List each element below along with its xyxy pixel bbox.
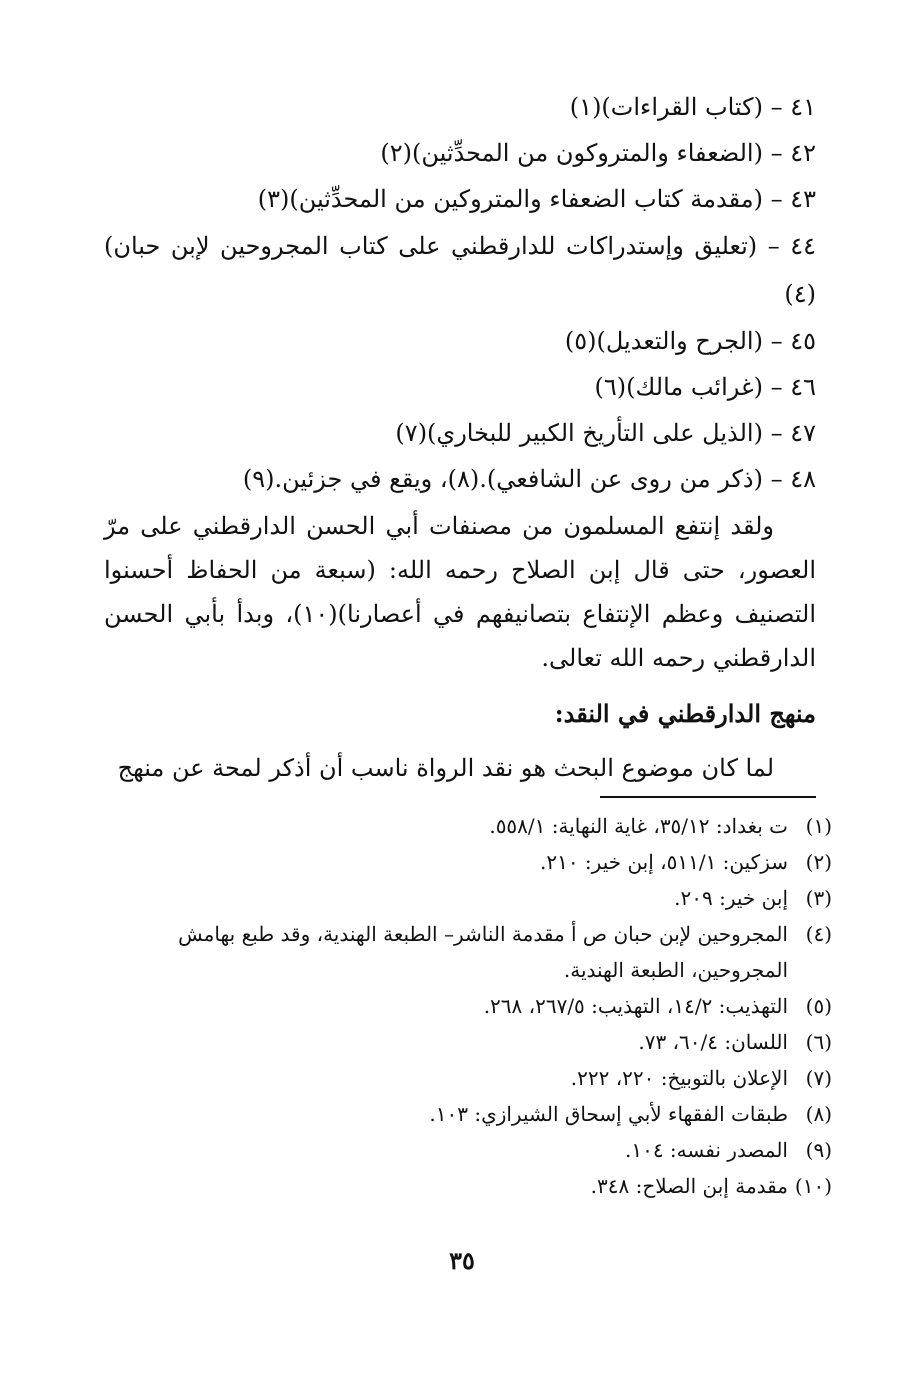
footnote	[90, 1168, 832, 1204]
footnote-text: إبن خير: ٢٠٩.	[674, 886, 788, 910]
list-item-text: (مقدمة كتاب الضعفاء والمتروكين من المحدِّثين)(٣)	[257, 185, 763, 213]
footnote-text: مقدمة إبن الصلاح: ٣٤٨.	[590, 1174, 788, 1198]
list-item-number: ٤٤ –	[767, 232, 816, 260]
footnote-number: (٧)	[805, 1066, 832, 1090]
footnote-number: (٨)	[805, 1102, 832, 1126]
list-item-text: (كتاب القراءات)(١)	[569, 93, 763, 121]
list-item-text: (الضعفاء والمتروكون من المحدِّثين)(٢)	[380, 139, 763, 167]
footnote-number: (٣)	[805, 886, 832, 910]
list-item	[104, 318, 816, 364]
footnote-number: (٥)	[805, 994, 832, 1018]
list-item	[104, 410, 816, 456]
footnote-number: (١٠)	[794, 1174, 832, 1198]
list-item-number: ٤٧ –	[770, 419, 816, 447]
footnote	[90, 844, 832, 880]
body-paragraph: ولقد إنتفع المسلمون من مصنفات أبي الحسن الدارقطني على مرّ العصور، حتى قال إبن الصلاح رحمه الله: (سبعة من الحفاظ أحسنوا التصنيف وعظم الإنتفاع بتصانيفهم في أعصارنا)(١٠)، وبدأ بأبي الحسن الدارقطني رحمه الله تعالى.	[104, 512, 817, 672]
footnote	[90, 880, 832, 916]
list-item-number: ٤٣ –	[770, 185, 816, 213]
footnote-number: (١)	[805, 814, 832, 838]
list-item-text: (تعليق وإستدراكات للدارقطني على كتاب المجروحين لإبن حبان)(٤)	[104, 232, 816, 308]
footnote-number: (٤)	[805, 922, 832, 946]
footnote-text: المصدر نفسه: ١٠٤.	[624, 1138, 788, 1162]
list-item-number: ٤٥ –	[770, 327, 816, 355]
list-item-text: (الذيل على التأريخ الكبير للبخاري)(٧)	[395, 419, 763, 447]
list-item-number: ٤١ –	[770, 93, 816, 121]
footnote	[90, 1024, 832, 1060]
footnote-text: المجروحين لإبن حبان ص أ مقدمة الناشر– الطبعة الهندية، وقد طبع بهامش المجروحين، الطبعة الهندية.	[178, 922, 788, 982]
list-item-text: (الجرح والتعديل)(٥)	[564, 327, 763, 355]
footnote	[90, 808, 832, 844]
page-number: ٣٥	[449, 1246, 475, 1275]
footnote	[90, 1060, 832, 1096]
list-item-text: (غرائب مالك)(٦)	[594, 373, 763, 401]
list-item	[104, 176, 816, 222]
footnote	[90, 1096, 832, 1132]
footnote-text: طبقات الفقهاء لأبي إسحاق الشيرازي: ١٠٣.	[429, 1102, 788, 1126]
body-paragraph: لما كان موضوع البحث هو نقد الرواة ناسب أن أذكر لمحة عن منهج	[117, 754, 774, 782]
list-item-text: (ذكر من روى عن الشافعي).(٨)، ويقع في جزئين.(٩)	[242, 465, 763, 493]
footnote-text: اللسان: ٦٠/٤، ٧٣.	[638, 1030, 788, 1054]
footnote-divider	[600, 796, 816, 798]
main-text	[104, 84, 816, 790]
footnote-number: (٢)	[805, 850, 832, 874]
section-heading: منهج الدارقطني في النقد:	[554, 699, 816, 728]
list-item-number: ٤٢ –	[770, 139, 816, 167]
footnote-text: التهذيب: ١٤/٢، التهذيب: ٢٦٧/٥، ٢٦٨.	[483, 994, 788, 1018]
list-item	[104, 130, 816, 176]
footnote-text: الإعلان بالتوبيخ: ٢٢٠، ٢٢٢.	[570, 1066, 788, 1090]
footnote-text: ت بغداد: ٣٥/١٢، غاية النهاية: ٥٥٨/١.	[489, 814, 788, 838]
list-item	[104, 456, 816, 502]
footnote	[90, 916, 832, 988]
footnote	[90, 988, 832, 1024]
list-item	[104, 222, 816, 318]
footnote-number: (٩)	[805, 1138, 832, 1162]
footnote-text: سزكين: ٥١١/١، إبن خير: ٢١٠.	[539, 850, 788, 874]
footnote-number: (٦)	[805, 1030, 832, 1054]
footnote	[90, 1132, 832, 1168]
list-item	[104, 84, 816, 130]
list-item-number: ٤٦ –	[770, 373, 816, 401]
list-item	[104, 364, 816, 410]
footnotes	[90, 808, 832, 1204]
list-item-number: ٤٨ –	[770, 465, 816, 493]
